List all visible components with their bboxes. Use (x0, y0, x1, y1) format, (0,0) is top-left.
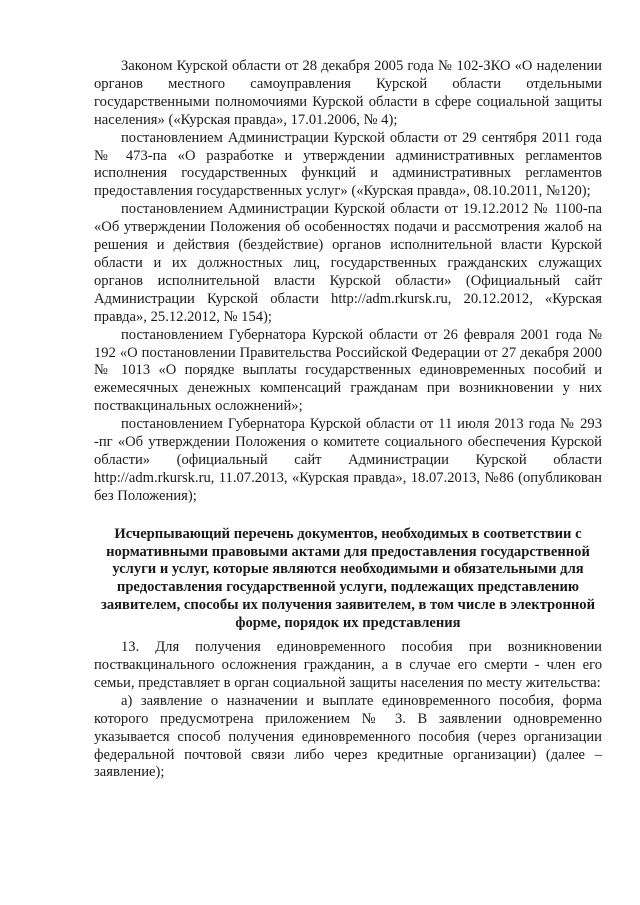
item-13-paragraph: 13. Для получения единовременного пособия при возникновении поствакцинального осложнения гражданин, а в случае его смерти - член его семьи, представляет в орган социальной защиты населения по месту жительства: (94, 639, 602, 691)
section-heading: Исчерпывающий перечень документов, необходимых в соответствии с нормативными правовыми актами для предоставления государственной услуги и услуг, которые являются необходимыми и обязательными для предоставления государственной услуги, подлежащих представлению заявителем, способы их получения заявителем, в том числе в электронной форме, порядок их представления (101, 525, 595, 632)
item-a-paragraph: а) заявление о назначении и выплате единовременного пособия, форма которого предусмотрена приложением № 3. В заявлении одновременно указывается способ получения единовременного пособия (через организации федеральной почтовой связи либо через кредитные организации) (далее – заявление); (94, 692, 602, 781)
resolution-paragraph: постановлением Администрации Курской области от 29 сентября 2011 года № 473-па «О разработке и утверждении административных регламентов исполнения государственных функций и административных регламентов предоставления государственных услуг» («Курская правда», 08.10.2011, №120); (94, 129, 602, 200)
resolution-paragraph: постановлением Губернатора Курской области от 26 февраля 2001 года № 192 «О постановлении Правительства Российской Федерации от 27 декабря 2000 № 1013 «О порядке выплаты государственных единовременных пособий и ежемесячных денежных компенсаций гражданам при возникновении у них поствакцинальных осложнений»; (94, 326, 602, 415)
resolution-paragraph: постановлением Администрации Курской области от 19.12.2012 № 1100-па «Об утверждении Положения об особенностях подачи и рассмотрения жалоб на решения и действия (бездействие) органов исполнительной власти Курской области и их должностных лиц, государственных гражданских служащих органов исполнительной власти Курской области» (Официальный сайт Администрации Курской области http://adm.rkursk.ru, 20.12.2012, «Курская правда», 25.12.2012, № 154); (94, 201, 602, 325)
law-reference-paragraph: Законом Курской области от 28 декабря 2005 года № 102-ЗКО «О наделении органов местного самоуправления Курской области отдельными государственными полномочиями Курской области в сфере социальной защиты населения» («Курская правда», 17.01.2006, № 4); (94, 58, 602, 128)
resolution-paragraph: постановлением Губернатора Курской области от 11 июля 2013 года № 293 -пг «Об утверждении Положения о комитете социального обеспечения Курской области» (официальный сайт Администрации Курской области http://adm.rkursk.ru, 11.07.2013, «Курская правда», 18.07.2013, №86 (опубликован без Положения); (94, 416, 602, 504)
